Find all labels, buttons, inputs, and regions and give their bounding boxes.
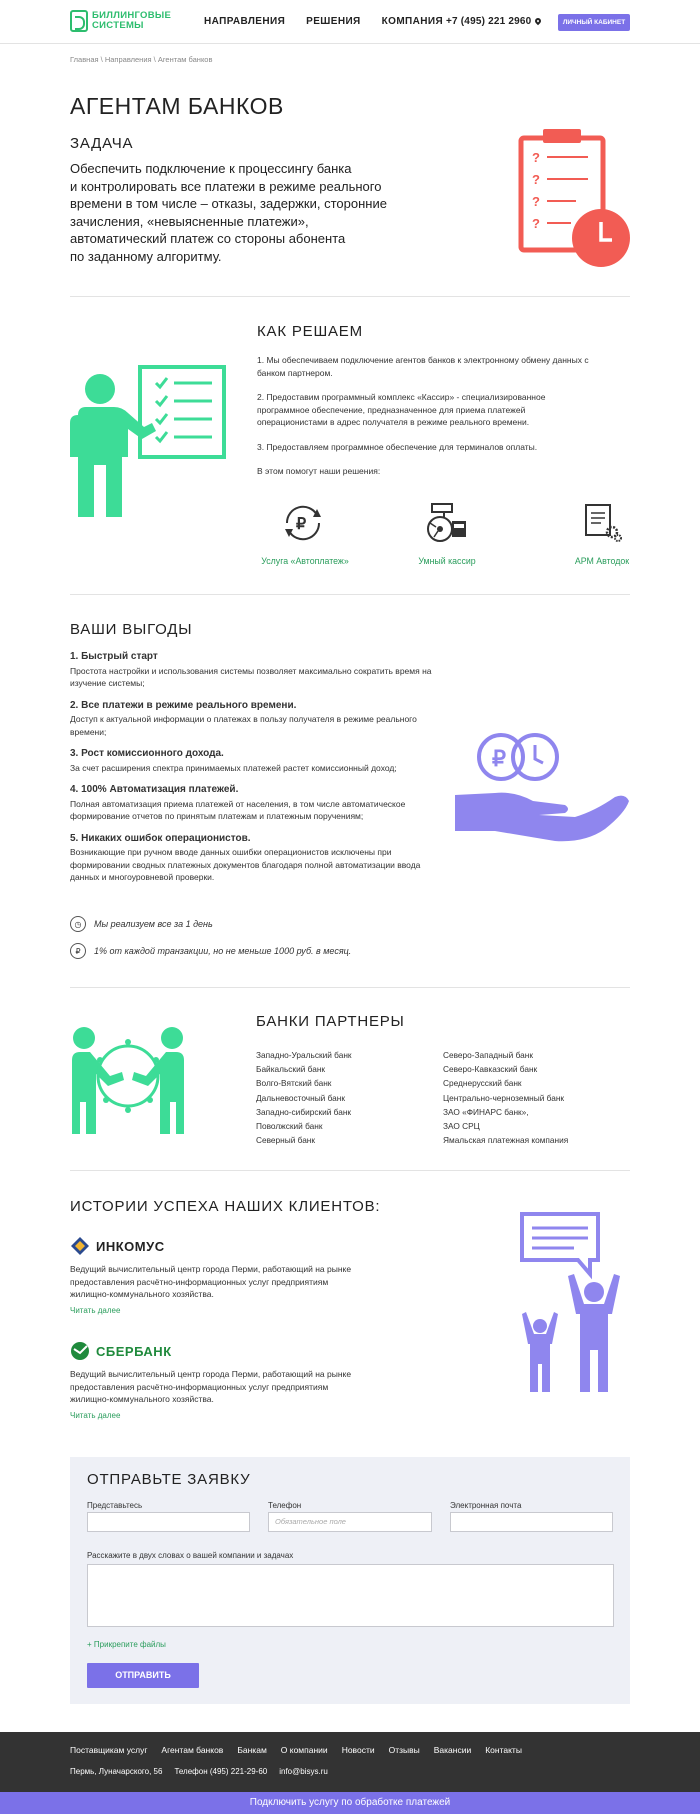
autopay-icon xyxy=(281,503,325,543)
bank-item: Западно-сибирский банк xyxy=(256,1106,352,1117)
footer-address: Пермь, Луначарского, 56 xyxy=(70,1767,163,1776)
incomus-logo-icon xyxy=(70,1236,90,1256)
divider xyxy=(70,296,630,297)
bank-item: Ямальская платежная компания xyxy=(443,1135,569,1146)
read-more-link[interactable]: Читать далее xyxy=(70,1410,121,1420)
footer xyxy=(0,1732,700,1792)
stories-title: ИСТОРИИ УСПЕХА НАШИХ КЛИЕНТОВ: xyxy=(70,1198,381,1215)
form-title: ОТПРАВЬТЕ ЗАЯВКУ xyxy=(87,1471,251,1488)
message-label: Расскажите в двух словах о вашей компании и задачах xyxy=(87,1551,294,1560)
footer-link[interactable]: Поставщикам услуг xyxy=(70,1745,148,1755)
benefit-item: 2. Все платежи в режиме реального времени. Доступ к актуальной информации о платежах в пользу получателя в режиме реального времени; xyxy=(70,699,417,737)
benefit-item: 4. 100% Автоматизация платежей. Полная автоматизация приема платежей от населения, в том числе автоматическое формирование отчетов по принятым платежам и платежным поручениям; xyxy=(70,784,406,821)
request-form xyxy=(70,1457,630,1704)
name-input[interactable] xyxy=(87,1512,250,1532)
footer-link[interactable]: Вакансии xyxy=(433,1745,472,1755)
handshake-partners-icon xyxy=(70,1020,186,1136)
bank-item: Центрально-черноземный банк xyxy=(443,1092,565,1103)
connect-service-link[interactable]: Подключить услугу по обработке платежей xyxy=(249,1797,451,1808)
solve-text: 1. Мы обеспечиваем подключение агентов банков к электронному обмену данных с банком партнером. 2. Предоставим программный комплекс «Кассир» - специализированное программное обеспечение, предназначенное для приема платежей операционистами в адрес получателя в режиме реального времени. 3. Предоставляем программное обеспечение для терминалов оплаты. В этом помогут наши решения: xyxy=(257,355,589,476)
nav-company[interactable]: КОМПАНИЯ xyxy=(381,16,444,27)
solution-smart-cashier[interactable]: Умный кассир xyxy=(418,556,476,566)
smart-cashier-icon xyxy=(424,503,470,543)
logo-icon xyxy=(70,10,88,32)
nav-solutions[interactable]: РЕШЕНИЯ xyxy=(306,16,361,27)
note-price: ₽ 1% от каждой транзакции, но не меньше 1000 руб. в месяц. xyxy=(70,943,351,959)
bank-item: Северный банк xyxy=(256,1135,316,1146)
logo-line2: СИСТЕМЫ xyxy=(92,20,144,31)
attach-files-link[interactable]: + Прикрепите файлы xyxy=(87,1640,166,1649)
incomus-logo: ИНКОМУС xyxy=(70,1236,400,1256)
story-sberbank: СБЕРБАНК Ведущий вычислительный центр города Перми, работающий на рынке предоставления расчётно-информационных услуг предприятиям жилищно-коммунального хозяйства. Читать далее xyxy=(70,1341,400,1422)
footer-link[interactable]: Контакты xyxy=(485,1745,522,1755)
hand-coins-icon xyxy=(455,733,631,845)
people-chat-icon xyxy=(518,1212,630,1396)
divider xyxy=(70,1170,630,1171)
ruble-icon: ₽ xyxy=(70,943,86,959)
svg-text:?: ? xyxy=(532,194,540,209)
footer-email[interactable]: info@bisys.ru xyxy=(279,1767,328,1776)
site-header xyxy=(0,0,700,44)
story-incomus: ИНКОМУС Ведущий вычислительный центр города Перми, работающий на рынке предоставления расчётно-информационных услуг предприятиям жилищно-коммунального хозяйства. Читать далее xyxy=(70,1236,400,1317)
svg-text:?: ? xyxy=(532,150,540,165)
task-title: ЗАДАЧА xyxy=(70,135,134,152)
banks-column-1 xyxy=(256,1048,426,1147)
personal-cabinet-button[interactable]: ЛИЧНЫЙ КАБИНЕТ xyxy=(558,14,630,31)
bank-item: Байкальский банк xyxy=(256,1064,326,1075)
banks-column-2 xyxy=(443,1048,633,1147)
footer-link[interactable]: Банкам xyxy=(237,1745,267,1755)
header-phone[interactable]: +7 (495) 221 2960 xyxy=(446,16,541,27)
footer-phone: Телефон (495) 221-29-60 xyxy=(174,1767,268,1776)
benefit-item: 5. Никаких ошибок операционистов. Возникающие при ручном вводе данных ошибки операционистов исключены при формировании сводных платежных документов благодаря полной автоматизации ввода данных и многоуровневой проверки. xyxy=(70,832,421,882)
sberbank-logo-icon xyxy=(70,1341,90,1361)
svg-text:?: ? xyxy=(532,216,540,231)
footer-link[interactable]: Агентам банков xyxy=(161,1745,224,1755)
benefit-item: 3. Рост комиссионного дохода. За счет расширения спектра принимаемых платежей растет комиссионный доход; xyxy=(70,748,397,773)
name-label: Представьтесь xyxy=(87,1501,143,1510)
presenter-board-icon xyxy=(70,365,228,519)
submit-button[interactable]: ОТПРАВИТЬ xyxy=(87,1663,199,1688)
logo-line1: БИЛЛИНГОВЫЕ xyxy=(92,10,172,21)
bank-item: Дальневосточный банк xyxy=(256,1092,346,1103)
email-label: Электронная почта xyxy=(450,1501,522,1510)
clock-icon: ◷ xyxy=(70,916,86,932)
sberbank-logo: СБЕРБАНК xyxy=(70,1341,400,1361)
svg-text:₽: ₽ xyxy=(492,746,506,771)
benefit-item: 1. Быстрый старт Простота настройки и использования системы позволяет максимально сократить время на изучение системы; xyxy=(70,651,432,688)
phone-input[interactable]: Обязательное поле xyxy=(268,1512,432,1532)
footer-link[interactable]: О компании xyxy=(280,1745,328,1755)
arm-autodoc-icon xyxy=(583,503,623,543)
bank-item: Западно-Уральский банк xyxy=(256,1050,352,1060)
divider xyxy=(70,594,630,595)
clipboard-clock-icon xyxy=(516,126,632,270)
bank-item: Среднерусский банк xyxy=(443,1078,522,1089)
partners-title: БАНКИ ПАРТНЕРЫ xyxy=(256,1013,405,1030)
footer-link[interactable]: Новости xyxy=(341,1745,375,1755)
bank-item: Поволжский банк xyxy=(256,1121,323,1132)
footer-links xyxy=(70,1745,522,1755)
breadcrumb-section[interactable]: Направления xyxy=(104,55,152,64)
divider xyxy=(70,987,630,988)
solution-arm-autodoc[interactable]: АРМ Автодок xyxy=(574,556,630,566)
benefits-title: ВАШИ ВЫГОДЫ xyxy=(70,621,193,638)
email-input[interactable] xyxy=(450,1512,613,1532)
phone-label: Телефон xyxy=(268,1501,302,1510)
read-more-link[interactable]: Читать далее xyxy=(70,1305,121,1315)
bank-item: ЗАО СРЦ xyxy=(443,1121,480,1132)
svg-text:₽: ₽ xyxy=(296,516,307,533)
note-one-day: ◷ Мы реализуем все за 1 день xyxy=(70,916,213,932)
breadcrumb: Главная \ Направления \ Агентам банков xyxy=(70,55,213,64)
breadcrumb-current: Агентам банков xyxy=(157,55,213,64)
solution-autopay[interactable]: Услуга «Автоплатеж» xyxy=(261,556,349,566)
location-pin-icon[interactable] xyxy=(534,17,542,25)
footer-contacts xyxy=(70,1767,328,1776)
connect-service-bar xyxy=(0,1792,700,1814)
footer-link[interactable]: Отзывы xyxy=(388,1745,420,1755)
main-nav xyxy=(204,16,443,27)
benefits-list xyxy=(70,651,445,884)
logo[interactable] xyxy=(70,10,171,32)
task-text: Обеспечить подключение к процессингу банка и контролировать все платежи в режиме реального времени в том числе – отказы, задержки, сторонние зачисления, «невыясненные платежи», автоматический платеж со стороны абонента по заданному алгоритму. xyxy=(70,161,387,264)
page-title: АГЕНТАМ БАНКОВ xyxy=(70,93,284,119)
svg-text:?: ? xyxy=(532,172,540,187)
bank-item: Северо-Западный банк xyxy=(443,1050,533,1060)
bank-item: ЗАО «ФИНАРС банк», xyxy=(443,1106,529,1117)
message-textarea[interactable] xyxy=(87,1564,614,1627)
solve-title: КАК РЕШАЕМ xyxy=(257,323,363,340)
breadcrumb-home[interactable]: Главная xyxy=(70,55,99,64)
nav-directions[interactable]: НАПРАВЛЕНИЯ xyxy=(204,16,286,27)
bank-item: Северо-Кавказский банк xyxy=(443,1064,538,1075)
bank-item: Волго-Вятский банк xyxy=(256,1078,332,1089)
